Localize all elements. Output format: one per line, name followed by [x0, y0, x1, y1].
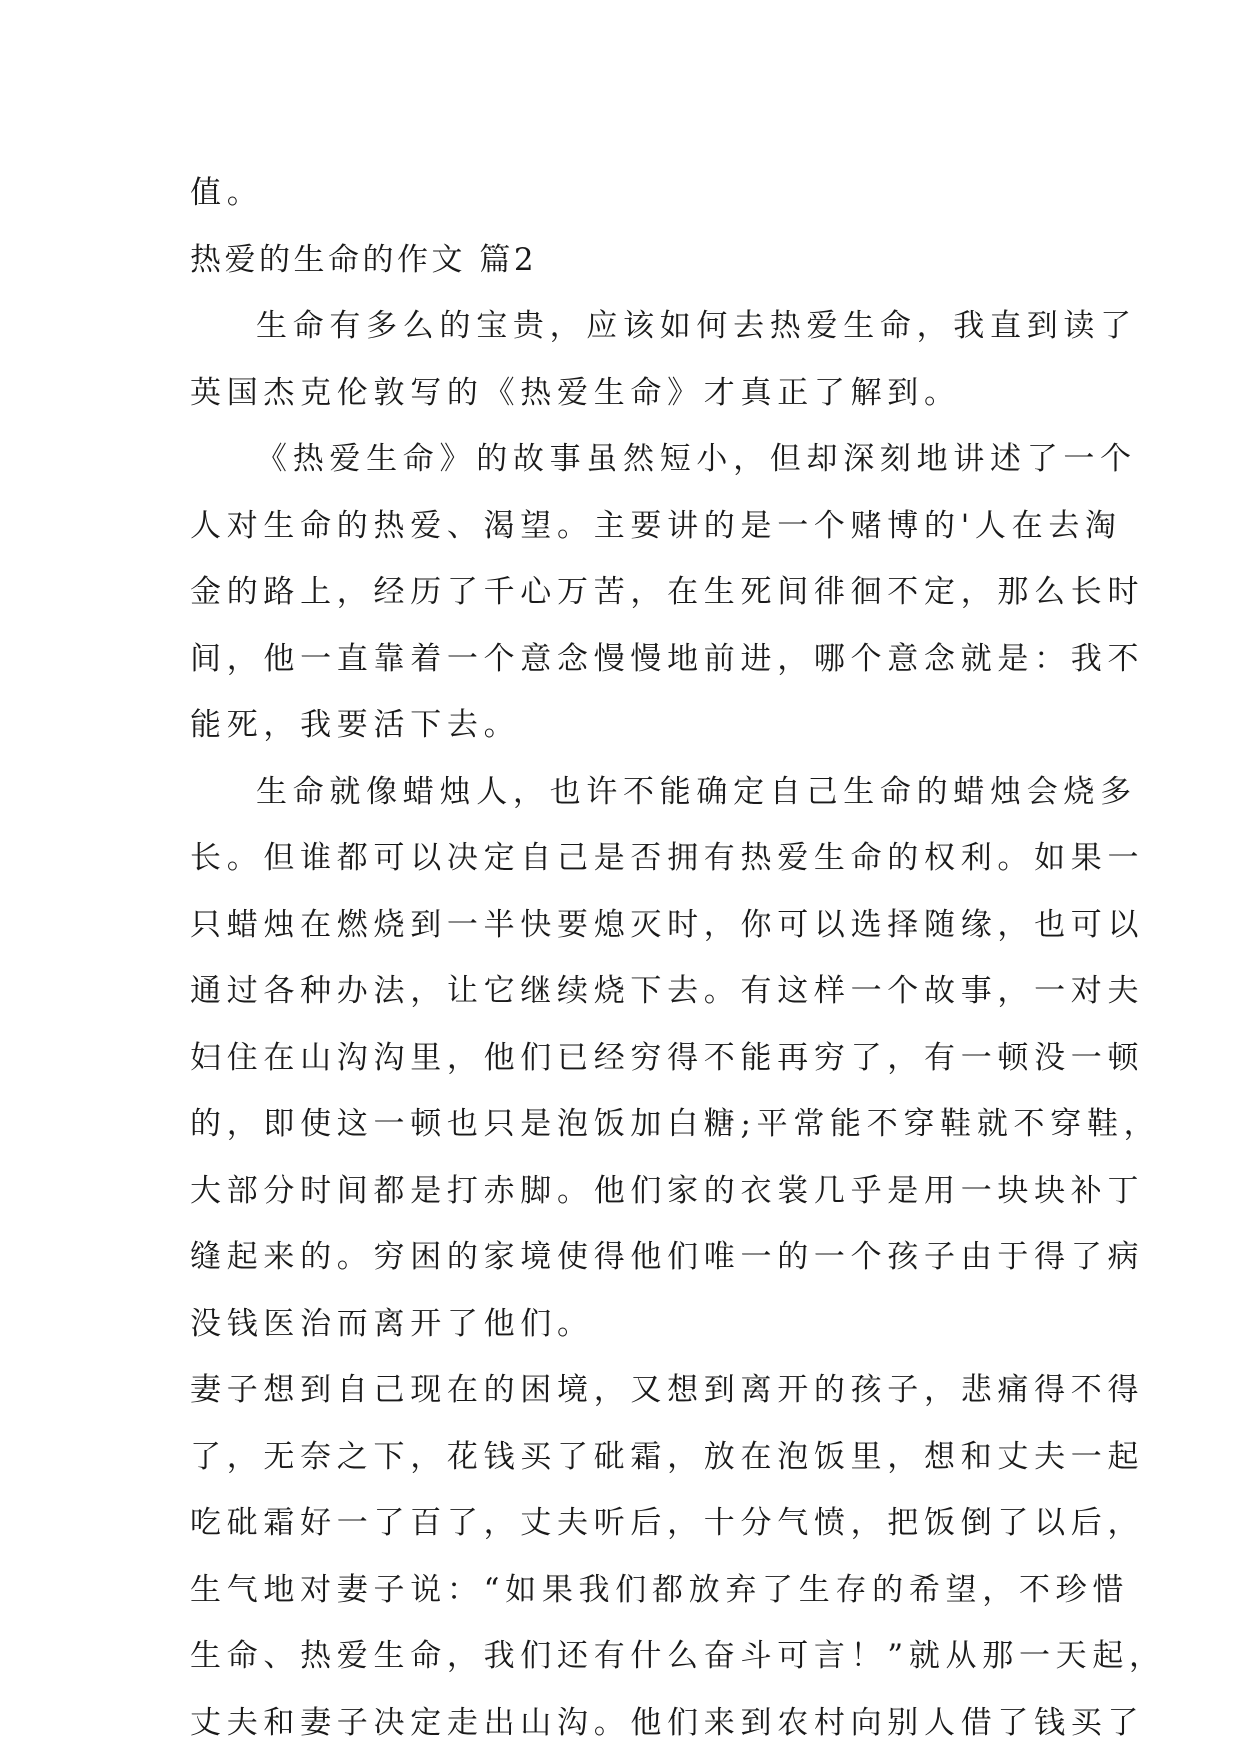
paragraph-line: 能死，我要活下去。	[190, 692, 1060, 759]
paragraph-line: 了，无奈之下，花钱买了砒霜，放在泡饭里，想和丈夫一起	[190, 1424, 1060, 1491]
paragraph-line: 的，即使这一顿也只是泡饭加白糖;平常能不穿鞋就不穿鞋，	[190, 1091, 1060, 1158]
paragraph-line: 人对生命的热爱、渴望。主要讲的是一个赌博的'人在去淘	[190, 493, 1060, 560]
paragraph-line: 缝起来的。穷困的家境使得他们唯一的一个孩子由于得了病	[190, 1224, 1060, 1291]
paragraph-line: 长。但谁都可以决定自己是否拥有热爱生命的权利。如果一	[190, 825, 1060, 892]
paragraph-line: 生气地对妻子说：“如果我们都放弃了生存的希望，不珍惜	[190, 1557, 1060, 1624]
paragraph-line: 没钱医治而离开了他们。	[190, 1291, 1060, 1358]
paragraph-line: 吃砒霜好一了百了，丈夫听后，十分气愤，把饭倒了以后，	[190, 1490, 1060, 1557]
paragraph-line: 妇住在山沟沟里，他们已经穷得不能再穷了，有一顿没一顿	[190, 1025, 1060, 1092]
paragraph-line: 生命、热爱生命，我们还有什么奋斗可言！”就从那一天起，	[190, 1623, 1060, 1690]
paragraph-line: 生命就像蜡烛人，也许不能确定自己生命的蜡烛会烧多	[190, 759, 1060, 826]
paragraph-line: 丈夫和妻子决定走出山沟。他们来到农村向别人借了钱买了	[190, 1690, 1060, 1756]
paragraph-line: 《热爱生命》的故事虽然短小，但却深刻地讲述了一个	[190, 426, 1060, 493]
paragraph-end-line: 值。	[190, 160, 1060, 227]
paragraph-line: 通过各种办法，让它继续烧下去。有这样一个故事，一对夫	[190, 958, 1060, 1025]
paragraph-line: 英国杰克伦敦写的《热爱生命》才真正了解到。	[190, 360, 1060, 427]
section-heading: 热爱的生命的作文 篇2	[190, 227, 1060, 294]
paragraph-line: 间，他一直靠着一个意念慢慢地前进，哪个意念就是：我不	[190, 626, 1060, 693]
paragraph-line: 妻子想到自己现在的困境，又想到离开的孩子，悲痛得不得	[190, 1357, 1060, 1424]
paragraph-line: 大部分时间都是打赤脚。他们家的衣裳几乎是用一块块补丁	[190, 1158, 1060, 1225]
paragraph-line: 只蜡烛在燃烧到一半快要熄灭时，你可以选择随缘，也可以	[190, 892, 1060, 959]
paragraph-line: 金的路上，经历了千心万苦，在生死间徘徊不定，那么长时	[190, 559, 1060, 626]
document-page	[190, 160, 1060, 1756]
paragraph-line: 生命有多么的宝贵，应该如何去热爱生命，我直到读了	[190, 293, 1060, 360]
